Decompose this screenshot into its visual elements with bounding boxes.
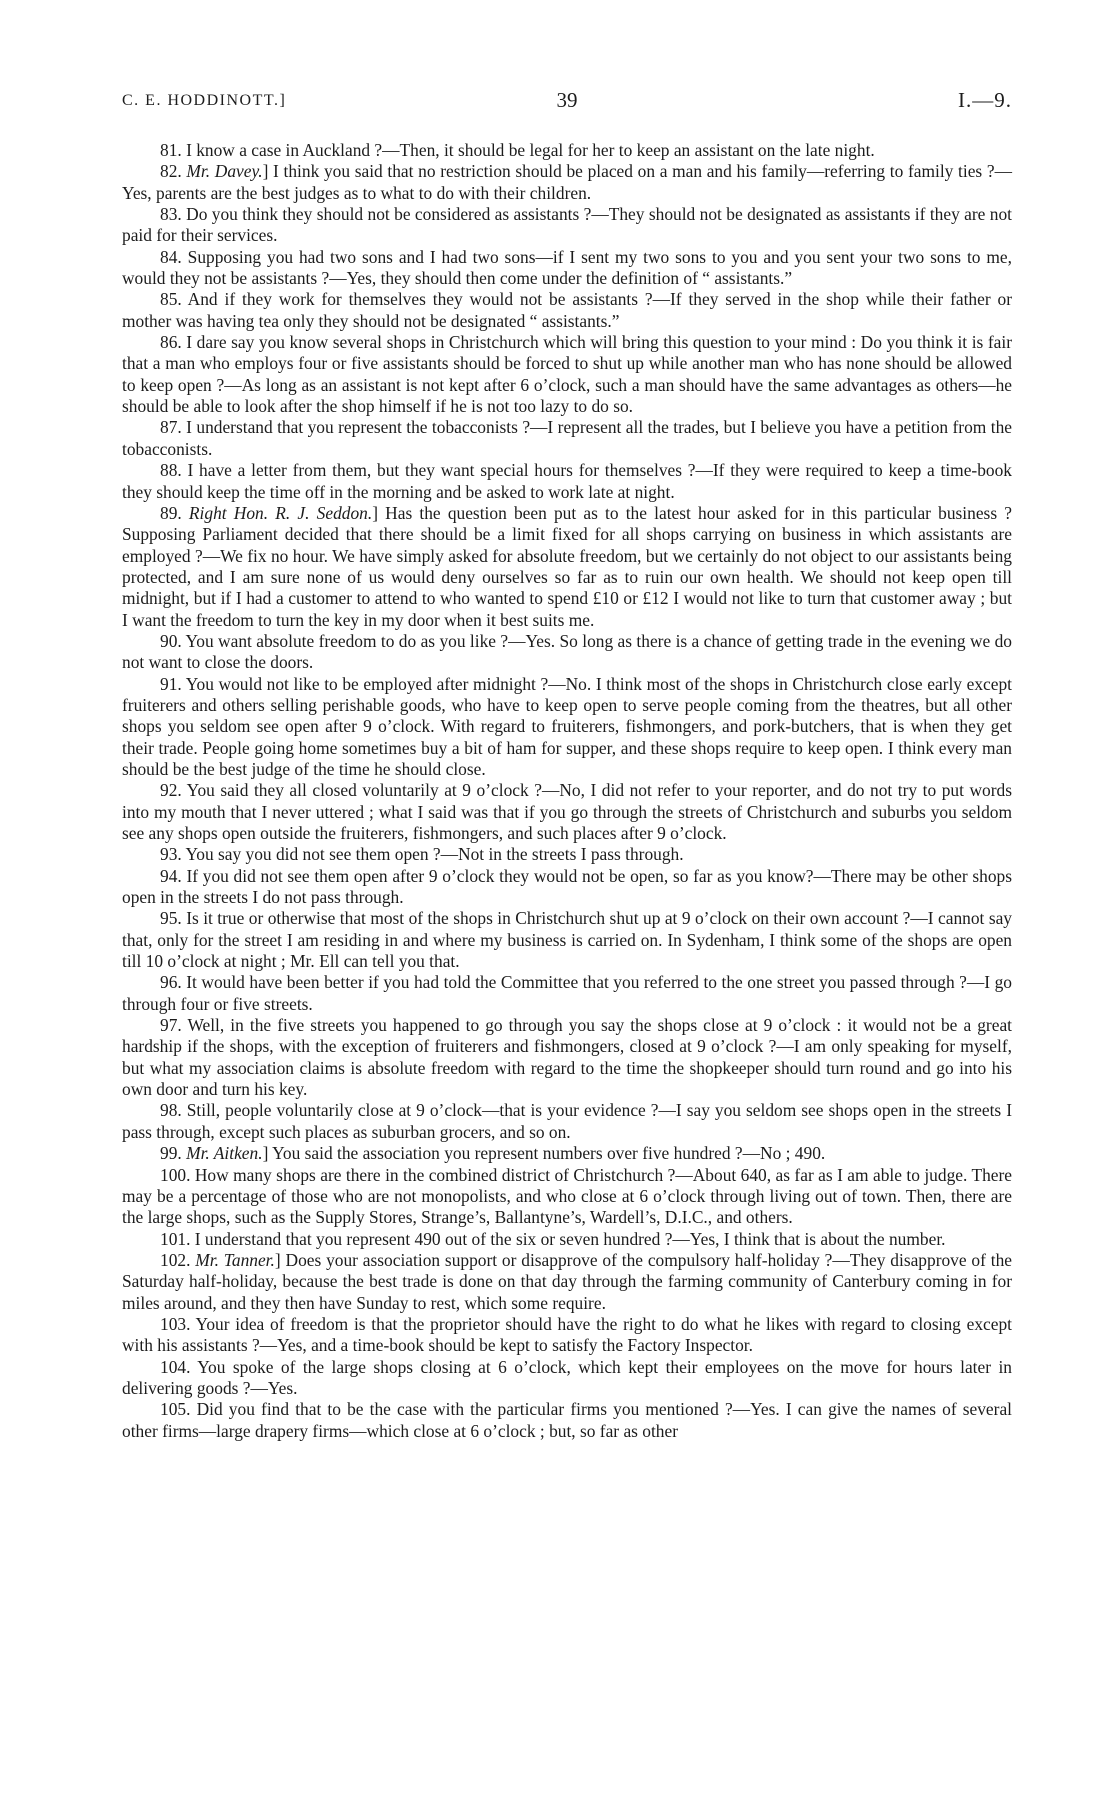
paragraph: 83. Do you think they should not be considered as assistants ?—They should not be designated as assistants if they are not paid for their services. — [122, 204, 1012, 246]
paragraph: 92. You said they all closed voluntarily at 9 o’clock ?—No, I did not refer to your reporter, and do not try to put words into my mouth that I never uttered ; what I said was that if you go through the streets of Christchurch and suburbs you seldom see any shops open outside the fruiterers, fishmongers, and such places after 9 o’clock. — [122, 780, 1012, 843]
page-header — [122, 88, 1012, 118]
paragraph: 91. You would not like to be employed after midnight ?—No. I think most of the shops in Christchurch close early except fruiterers and others selling perishable goods, who have to keep open to serve people coming from the theatres, but all other shops you seldom see open after 9 o’clock. With regard to fruiterers, fishmongers, and pork-butchers, that is when they get their trade. People going home sometimes buy a bit of ham for supper, and these shops require to keep open. I think every man should be the best judge of the time he should close. — [122, 673, 1012, 779]
witness-name: C. E. HODDINOTT.] — [122, 92, 287, 109]
paragraph: 93. You say you did not see them open ?—Not in the streets I pass through. — [160, 844, 684, 865]
paragraph: 104. You spoke of the large shops closing at 6 o’clock, which kept their employees on the move for hours later in delivering goods ?—Yes. — [122, 1356, 1012, 1398]
paragraph: 87. I understand that you represent the tobacconists ?—I represent all the trades, but I believe you have a petition from the tobacconists. — [122, 417, 1012, 459]
paragraph: 81. I know a case in Auckland ?—Then, it should be legal for her to keep an assistant on the late night. — [160, 140, 875, 160]
paragraph: 103. Your idea of freedom is that the proprietor should have the right to do what he likes with regard to closing except with his assistants ?—Yes, and a time-book should be kept to satisfy the Factory Inspector. — [122, 1313, 1012, 1356]
paragraph: 84. Supposing you had two sons and I had two sons—if I sent my two sons to you and you sent your two sons to me, would they not be assistants ?—Yes, they should then come under the definition of “ assistants.” — [122, 246, 1012, 289]
page-number: 39 — [556, 88, 578, 112]
paragraph: 88. I have a letter from them, but they want special hours for themselves ?—If they were required to keep a time-book they should keep the time off in the morning and be asked to work late at night. — [122, 460, 1012, 502]
paragraph: 85. And if they work for themselves they would not be assistants ?—If they served in the shop while their father or mother was having tea only they should not be designated “ assistants.” — [122, 289, 1012, 331]
paragraph: 94. If you did not see them open after 9 o’clock they would not be open, so far as you know?—There may be other shops open in the streets I do not pass through. — [122, 865, 1012, 908]
paragraph: 90. You want absolute freedom to do as you like ?—Yes. So long as there is a chance of getting trade in the evening we do not want to close the doors. — [122, 630, 1012, 673]
paragraph: 100. How many shops are there in the combined district of Christchurch ?—About 640, as far as I am able to judge. There may be a percentage of those who are not monopolists, and who close at 6 o’clock through living out of town. Then, there are the large shops, such as the Supply Stores, Strange’s, Ballantyne’s, Wardell’s, D.I.C., and others. — [122, 1164, 1012, 1228]
paragraph: 98. Still, people voluntarily close at 9 o’clock—that is your evidence ?—I say you seldom see shops open in the streets I pass through, except such places as suburban grocers, and so on. — [122, 1100, 1012, 1142]
speaker-name: Right Hon. R. J. Seddon. — [188, 502, 373, 523]
paragraph: 99. Mr. Aitken.] You said the association you represent numbers over five hundred ?—No ; 490. — [160, 1143, 826, 1164]
speaker-name: Mr. Davey. — [186, 161, 263, 182]
evidence-body — [122, 140, 1012, 1442]
paragraph: 105. Did you find that to be the case with the particular firms you mentioned ?—Yes. I can give the names of several other firms—large drapery firms—which close at 6 o’clock ; but, so far as other — [122, 1399, 1012, 1441]
speaker-name: Mr. Tanner. — [195, 1249, 275, 1270]
paragraph: 101. I understand that you represent 490 out of the six or seven hundred ?—Yes, I think that is about the number. — [160, 1228, 946, 1249]
paragraph: 96. It would have been better if you had told the Committee that you referred to the one street you passed through ?—I go through four or five streets. — [122, 972, 1012, 1014]
paragraph: 97. Well, in the five streets you happened to go through you say the shops close at 9 o’clock : it would not be a great hardship if the shops, with the exception of fruiterers and fishmongers, closed at 9 o’clock ?—I am only speaking for myself, but what my association claims is absolute freedom with regard to the time the shopkeeper should turn round and go into his own door and turn his key. — [122, 1015, 1012, 1100]
paragraph: 102. Mr. Tanner.] Does your association support or disapprove of the compulsory half-holiday ?—They disapprove of the Saturday half-holiday, because the best trade is done on that day through the farming community of Canterbury coming in for miles around, and they then have Sunday to rest, which some require. — [122, 1249, 1013, 1313]
speaker-name: Mr. Aitken. — [186, 1143, 263, 1164]
paragraph: 89. Right Hon. R. J. Seddon.] Has the question been put as to the latest hour asked for in this particular business ? Supposing Parliament decided that there should be a limit fixed for all shops carrying on business in which assistants are employed ?—We fix no hour. We have simply asked for absolute freedom, but we certainly do not object to our assistants being protected, and I am sure none of us would deny ourselves so far as to ruin our own health. We should not keep open till midnight, but if I had a customer to attend to who wanted to spend £10 or £12 I would not like to turn that customer away ; but I want the freedom to turn the key in my door when it best suits me. — [122, 502, 1012, 630]
paragraph: 95. Is it true or otherwise that most of the shops in Christchurch shut up at 9 o’clock on their own account ?—I cannot say that, only for the street I am residing in and where my business is carried on. In Sydenham, I think some of the shops are open till 10 o’clock at night ; Mr. Ell can tell you that. — [122, 908, 1012, 972]
paper-reference: I.—9. — [958, 88, 1012, 112]
paragraph: 86. I dare say you know several shops in Christchurch which will bring this question to your mind : Do you think it is fair that a man who employs four or five assistants should be forced to shut up while another man who has none should be allowed to keep open ?—As long as an assistant is not kept after 6 o’clock, such a man should have the same advantages as others—he should be able to look after the shop himself if he is not too lazy to do so. — [122, 332, 1012, 417]
paragraph: 82. Mr. Davey.] I think you said that no restriction should be placed on a man and his family—referring to family ties ?—Yes, parents are the best judges as to what to do with their children. — [122, 161, 1012, 203]
